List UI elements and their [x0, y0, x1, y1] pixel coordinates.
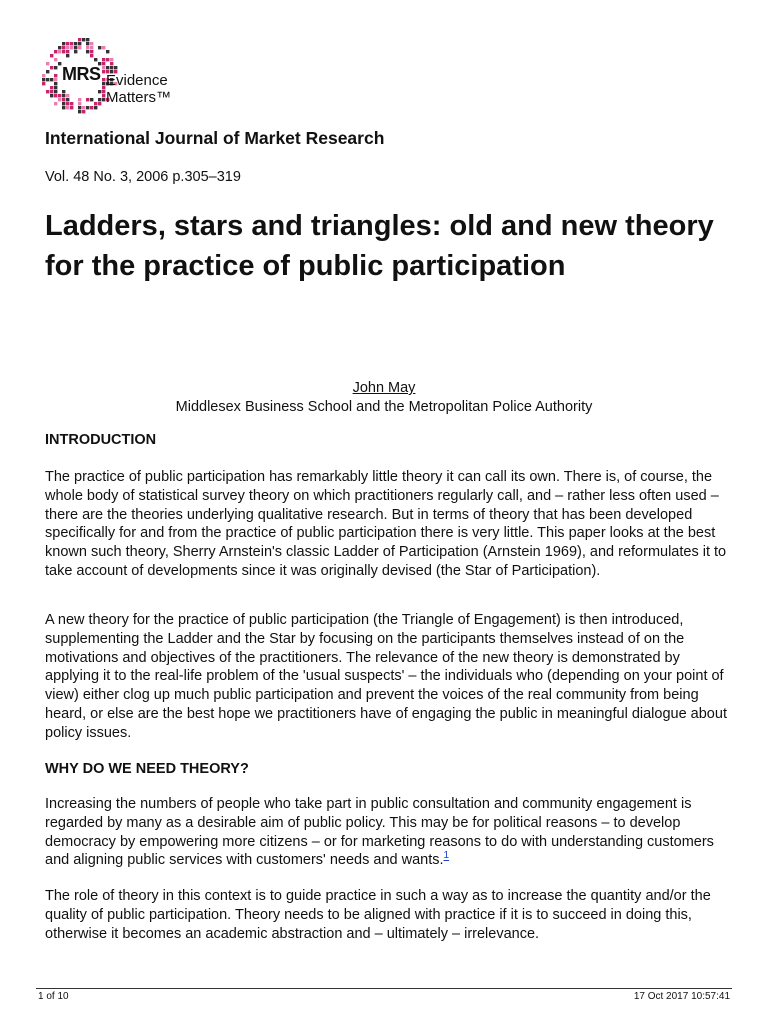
logo-mosaic-tile [42, 82, 45, 85]
logo-mosaic-tile [54, 50, 57, 53]
logo-mosaic-tile [66, 54, 69, 57]
logo-mosaic-tile [58, 50, 61, 53]
logo-mosaic-tile [62, 106, 65, 109]
logo-mosaic-tile [66, 94, 69, 97]
journal-name: International Journal of Market Research [45, 128, 385, 148]
section-heading-introduction: INTRODUCTION [45, 432, 157, 448]
logo-mosaic-tile [102, 94, 105, 97]
paragraph-intro-1: The practice of public participation has remarkably little theory it can call its own. There is, of course, the whole body of statistical survey theory on which practitioners regularly call, and – rather less often used – there are the theories underlying qualitative research. But in terms of theory that has been developed specifically for and from the practice of public participation there is very little. This paper looks at the best known such theory, Sherry Arnstein's classic Ladder of Participation (Arnstein 1969), and reformulates it to take account of developments since it was originally devised (the Star of Participation). [45, 469, 727, 579]
footer-divider [36, 988, 732, 989]
logo-mosaic-tile [70, 102, 73, 105]
logo-mosaic-tile [90, 54, 93, 57]
logo-mosaic-tile [86, 106, 89, 109]
logo-mosaic-tile [54, 94, 57, 97]
logo-tagline-evidence: Evidence [106, 72, 168, 89]
logo-mosaic-tile [110, 58, 113, 61]
logo-mosaic-tile [74, 50, 77, 53]
logo-mosaic-tile [86, 46, 89, 49]
logo-brand: MRS [62, 64, 101, 84]
logo-mosaic-tile [66, 42, 69, 45]
logo-mosaic-tile [42, 74, 45, 77]
page-number: 1 of 10 [38, 991, 69, 1002]
logo-mosaic-tile [54, 66, 57, 69]
section-heading-why-theory: WHY DO WE NEED THEORY? [45, 761, 249, 777]
logo-mosaic-tile [106, 50, 109, 53]
logo-mosaic-tile [102, 86, 105, 89]
logo-mosaic-tile [66, 46, 69, 49]
logo-mosaic-tile [46, 78, 49, 81]
print-timestamp: 17 Oct 2017 10:57:41 [633, 991, 730, 1002]
logo-mosaic-tile [110, 66, 113, 69]
logo-mosaic-tile [58, 98, 61, 101]
logo-mosaic-tile [94, 58, 97, 61]
logo-mosaic-tile [74, 42, 77, 45]
logo-mosaic-tile [98, 102, 101, 105]
logo-mosaic-tile [46, 70, 49, 73]
logo-mosaic-tile [98, 46, 101, 49]
logo-mosaic-tile [78, 106, 81, 109]
logo-mosaic-tile [54, 74, 57, 77]
logo-mosaic-tile [62, 50, 65, 53]
logo-mosaic-tile [42, 78, 45, 81]
logo-mosaic-tile [106, 66, 109, 69]
logo-mosaic-tile [70, 46, 73, 49]
logo-mosaic-tile [50, 86, 53, 89]
logo-mosaic-tile [90, 106, 93, 109]
logo-mosaic-tile [50, 66, 53, 69]
paragraph-why-1 [45, 795, 729, 870]
mrs-logo [40, 38, 180, 118]
logo-mosaic-tile [58, 62, 61, 65]
logo-mosaic-tile [58, 46, 61, 49]
footnote-link[interactable]: 1 [443, 850, 450, 862]
logo-mosaic-tile [66, 98, 69, 101]
volume-info: Vol. 48 No. 3, 2006 p.305–319 [45, 169, 241, 185]
logo-mosaic-tile [78, 102, 81, 105]
logo-mosaic-tile [106, 58, 109, 61]
logo-mosaic-tile [82, 106, 85, 109]
logo-mosaic-tile [102, 66, 105, 69]
logo-mosaic-tile [102, 98, 105, 101]
logo-mosaic-tile [62, 102, 65, 105]
logo-mosaic-tile [90, 42, 93, 45]
logo-mosaic-tile [98, 90, 101, 93]
logo-mosaic-tile [102, 78, 105, 81]
logo-mosaic-tile [54, 82, 57, 85]
logo-mosaic-tile [46, 90, 49, 93]
logo-mosaic-tile [78, 46, 81, 49]
logo-mosaic-tile [102, 58, 105, 61]
logo-mosaic-tile [98, 98, 101, 101]
logo-mosaic-tile [94, 106, 97, 109]
logo-mosaic-tile [58, 94, 61, 97]
logo-mosaic-tile [78, 98, 81, 101]
logo-mosaic-tile [78, 38, 81, 41]
author-link[interactable]: John May [352, 380, 416, 396]
paragraph-why-1-text: Increasing the numbers of people who take part in public consultation and community engagement is regarded by many as a desirable aim of public policy. This may be for political reasons – to develop democracy by empowering more citizens – or for marketing reasons to do with understanding customers and aligning public services with customers' needs and wants. [45, 796, 714, 869]
logo-mosaic-tile [114, 66, 117, 69]
logo-mosaic-tile [66, 106, 69, 109]
logo-mosaic-tile [90, 50, 93, 53]
logo-mosaic-tile [110, 62, 113, 65]
logo-mosaic-tile [62, 90, 65, 93]
logo-mosaic-tile [86, 38, 89, 41]
logo-mosaic-tile [54, 86, 57, 89]
logo-mosaic-tile [102, 90, 105, 93]
logo-mosaic-tile [50, 94, 53, 97]
paragraph-why-2: The role of theory in this context is to guide practice in such a way as to increase the quantity and/or the quality of public participation. Theory needs to be aligned with practice if it is to succeed in doing this, otherwise it becomes an academic abstraction and – ultimately – irrelevance. [45, 888, 711, 942]
logo-mosaic-tile [62, 98, 65, 101]
logo-mosaic-tile [54, 78, 57, 81]
logo-mosaic-tile [86, 98, 89, 101]
logo-mosaic-tile [66, 102, 69, 105]
logo-mosaic-tile [74, 46, 77, 49]
logo-mosaic-tile [50, 78, 53, 81]
logo-mosaic-tile [86, 50, 89, 53]
logo-mosaic-tile [102, 70, 105, 73]
logo-mosaic-tile [82, 38, 85, 41]
logo-mosaic-tile [102, 62, 105, 65]
logo-mosaic-tile [90, 98, 93, 101]
logo-mosaic-tile [70, 42, 73, 45]
logo-mosaic-tile [82, 110, 85, 113]
logo-mosaic-tile [54, 90, 57, 93]
logo-tagline-matters: Matters™ [106, 89, 172, 106]
author-affiliation: Middlesex Business School and the Metropolitan Police Authority [175, 399, 593, 415]
logo-mosaic-tile [94, 102, 97, 105]
logo-mosaic-tile [102, 46, 105, 49]
logo-mosaic-tile [62, 46, 65, 49]
logo-mosaic-tile [78, 110, 81, 113]
logo-mosaic-tile [86, 42, 89, 45]
logo-mosaic-tile [46, 62, 49, 65]
logo-mosaic-tile [54, 58, 57, 61]
logo-mosaic-tile [66, 50, 69, 53]
logo-mosaic-tile [70, 106, 73, 109]
logo-mosaic-tile [90, 46, 93, 49]
logo-mosaic-tile [50, 54, 53, 57]
logo-mosaic-tile [62, 94, 65, 97]
paragraph-intro-2: A new theory for the practice of public participation (the Triangle of Engagement) is then introduced, supplementing the Ladder and the Star by focusing on the participants themselves instead of on the motivations and objectives of the practitioners. The relevance of the new theory is demonstrated by applying it to the real-life problem of the 'usual suspects' – the individuals who (depending on your point of view) either clog up much public participation and prevent the voices of the real community from being heard, or else are the best hope we practitioners have of engaging the public in meaningful dialogue about policy issues. [45, 612, 727, 741]
logo-mosaic-tile [102, 82, 105, 85]
article-title: Ladders, stars and triangles: old and new theory for the practice of public participation [45, 210, 714, 282]
logo-mosaic-tile [62, 42, 65, 45]
logo-mosaic-tile [54, 102, 57, 105]
logo-mosaic-tile [50, 90, 53, 93]
logo-mosaic-tile [78, 42, 81, 45]
